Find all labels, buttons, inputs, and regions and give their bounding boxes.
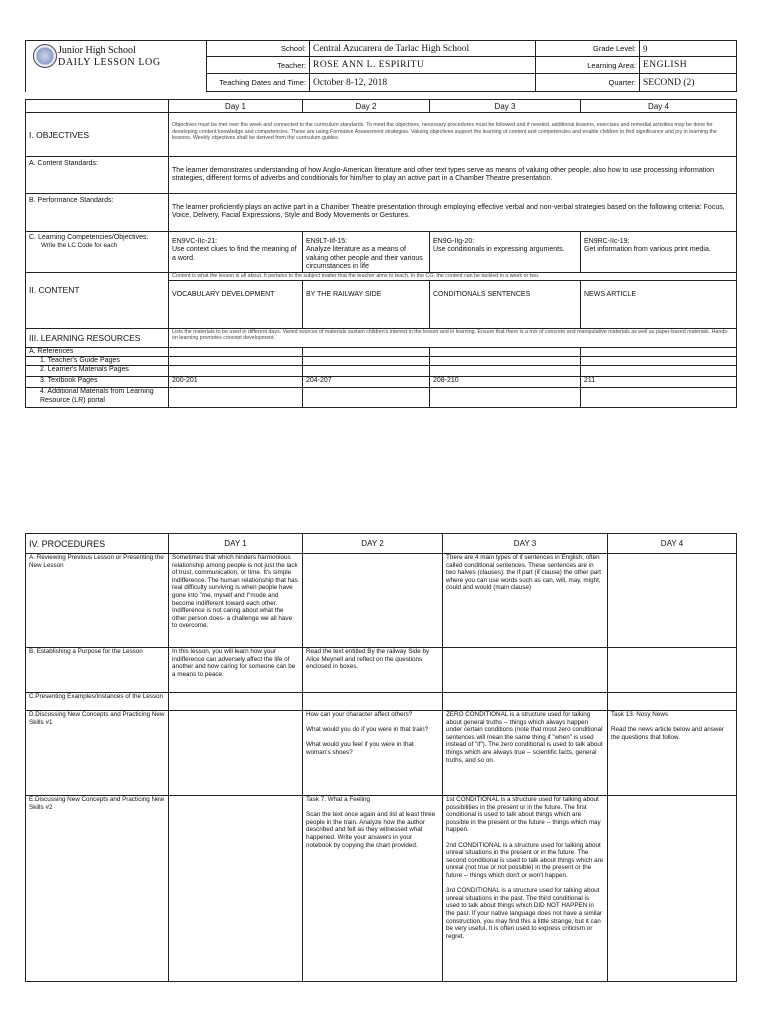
procedures-table (25, 533, 737, 982)
additional-day-2 (303, 388, 430, 408)
ref-cell (430, 347, 581, 356)
competency-day-4: EN9RC-IIc-19: Get information from various print media. (581, 232, 737, 273)
proc-e-day-3: 1st CONDITIONAL is a structure used for talking about possibilities in the present or in the future. The first conditional is used to talk about things which are possible in the present or the future -- things which may happen. 2nd CONDITIONAL is a structure used for talking about unreal situations in the present or in the future. The second conditional is used to talk about things which are unreal (not true or not possible) in the present or the future -- things which don't or won't happen. 3rd CONDITIONAL is a structure used for talking about unreal situations in the past. The third conditional is used to talk about things which DID NOT HAPPEN in the past. If your native language does not have a similar construction, you may find this a little strange, but it can be very useful. It is often used to express criticism or regret. (443, 796, 608, 982)
content-label: II. CONTENT (26, 272, 169, 328)
objectives-table (25, 99, 737, 408)
header-title-cell (26, 41, 207, 92)
competencies-sublabel: Write the LC Code for each (41, 242, 118, 250)
textbook-day-1: 200-201 (169, 377, 303, 388)
lm-day-1 (169, 366, 303, 377)
textbook-day-4: 211 (581, 377, 737, 388)
proc-a-day-1: Sometimes that which hinders harmonious relationship among people is not just the lack of trust, communication, or time. It's simple indifference. The human relationship that has real difficulty surviving is when people have gone into "me, myself and I"mode and become indifferent toward each other. Indifference is not caring about what the other person does- a challenge we all have to overcome. (169, 554, 303, 648)
resources-note: Lists the materials to be used in different days. Varied sources of materials sustain children's interest in the lesson and in learning. Ensure that there is a mix of concrete and manipulative materials as well as paper-based materials. Hands-on learning promotes concept development. (169, 328, 737, 347)
ref-cell (581, 347, 737, 356)
ref-cell (303, 347, 430, 356)
tg-day-4 (581, 357, 737, 366)
content-day-1: VOCABULARY DEVELOPMENT (169, 280, 303, 328)
lm-day-4 (581, 366, 737, 377)
competencies-label: C. Learning Competencies/Objectives: (29, 234, 149, 241)
content-day-4: NEWS ARTICLE (581, 280, 737, 328)
day-header-4: Day 4 (581, 100, 737, 113)
proc-d-day-2: How can your character affect others? What would you do if you were in that train? What would you feel if you were in that woman's shoes? (303, 711, 443, 796)
proc-day-header-1: DAY 1 (169, 534, 303, 554)
competencies-label-cell (26, 232, 169, 273)
proc-b-day-2: Read the text entitled By the railway Side by Alice Meynell and reflect on the questions enclosed in boxes. (303, 648, 443, 693)
content-standards-label: A. Content Standards: (26, 157, 169, 194)
header-table (25, 40, 737, 92)
school-line: Junior High School (58, 45, 136, 56)
corner-cell (26, 100, 169, 113)
proc-b-day-4 (608, 648, 737, 693)
tg-pages-label: 1. Teacher's Guide Pages (26, 357, 169, 366)
grade-label: Grade Level: (536, 41, 640, 57)
content-day-3: CONDITIONALS SENTENCES (430, 280, 581, 328)
proc-day-header-2: DAY 2 (303, 534, 443, 554)
quarter-value: SECOND (2) (640, 74, 737, 92)
proc-e-day-2: Task 7. What a Feeling Scan the text once again and list at least three people in the train. Analyze how the author described and felt as they witnessed what happened. Write your answers in your notebook by copying the chart provided. (303, 796, 443, 982)
textbook-day-2: 204-207 (303, 377, 430, 388)
competency-day-2: EN9LT-IIf-15: Analyze literature as a means of valuing other people and their various circumstances in life (303, 232, 430, 273)
proc-e-label: E.Discussing New Concepts and Practicing New Skills #2 (26, 796, 169, 982)
proc-c-day-2 (303, 693, 443, 711)
proc-d-day-1 (169, 711, 303, 796)
resources-label: III. LEARNING RESOURCES (26, 328, 169, 347)
lm-day-2 (303, 366, 430, 377)
lm-pages-label: 2. Learner's Materials Pages (26, 366, 169, 377)
proc-e-day-1 (169, 796, 303, 982)
tg-day-1 (169, 357, 303, 366)
proc-c-day-3 (443, 693, 608, 711)
proc-c-day-4 (608, 693, 737, 711)
textbook-day-3: 208-210 (430, 377, 581, 388)
additional-day-4 (581, 388, 737, 408)
content-standards-text: The learner demonstrates understanding of how Anglo-American literature and other text types serve as means of valuing other people; also how to use processing information strategies, different forms of adverbs and conditionals for him/her to play an active part in a Chamber Theatre presentation. (169, 157, 737, 194)
quarter-label: Quarter: (536, 74, 640, 92)
additional-day-1 (169, 388, 303, 408)
day-header-1: Day 1 (169, 100, 303, 113)
grade-value: 9 (640, 41, 737, 57)
area-label: Learning Area: (536, 57, 640, 74)
textbook-pages-label: 3. Textbook Pages (26, 377, 169, 388)
additional-materials-label: 4. Additional Materials from Learning Resource (LR) portal (26, 388, 169, 408)
lm-day-3 (430, 366, 581, 377)
proc-d-label: D.Discussing New Concepts and Practicing New Skills #1 (26, 711, 169, 796)
proc-a-day-4 (608, 554, 737, 648)
proc-d-day-4: Task 13. Nosy News Read the news article below and answer the questions that follow. (608, 711, 737, 796)
performance-standards-label: B. Performance Standards: (26, 194, 169, 232)
ref-cell (169, 347, 303, 356)
log-title: DAILY LESSON LOG (58, 57, 161, 68)
area-value: ENGLISH (640, 57, 737, 74)
proc-b-day-3 (443, 648, 608, 693)
proc-d-day-3: ZERO CONDITIONAL is a structure used for talking about general truths -- things which always happen under certain conditions (note that most zero conditional sentences will mean the same thing if "when" is used instead of "if"). The zero conditional is used to talk about things which are always true -- scientific facts, general truths, and so on. (443, 711, 608, 796)
tg-day-2 (303, 357, 430, 366)
day-header-2: Day 2 (303, 100, 430, 113)
objectives-note: Objectives must be met over the week and connected to the curriculum standards. To meet the objectives, necessary procedures must be followed and if needed, additional lessons, exercises and remedial activities may be done for developing content knowledge and competencies. These are using Formative Assessment strategies. Valuing objectives support the learning of content and competencies and enable children to find significance and joy in learning the lessons. Weekly objectives shall be derived from the curriculum guides. (169, 113, 737, 157)
school-label: School: (207, 41, 310, 57)
proc-c-label: C.Presenting Examples/Instances of the Lesson (26, 693, 169, 711)
proc-b-day-1: In this lesson, you will learn how your indifference can adversely affect the life of another and how caring for someone can be a means to peace. (169, 648, 303, 693)
proc-day-header-3: DAY 3 (443, 534, 608, 554)
competency-day-1: EN9VC-IIc-21: Use context clues to find the meaning of a word. (169, 232, 303, 273)
day-header-3: Day 3 (430, 100, 581, 113)
teacher-label: Teacher: (207, 57, 310, 74)
additional-day-3 (430, 388, 581, 408)
proc-e-day-4 (608, 796, 737, 982)
proc-b-label: B. Establishing a Purpose for the Lesson (26, 648, 169, 693)
proc-c-day-1 (169, 693, 303, 711)
tg-day-3 (430, 357, 581, 366)
teacher-value: ROSE ANN L. ESPIRITU (310, 57, 536, 74)
performance-standards-text: The learner proficiently plays an active part in a Chamber Theatre presentation through employing effective verbal and non-verbal strategies based on the following criteria: Focus, Voice, Delivery, Facial Expressions, Style and Body Movements or Gestures. (169, 194, 737, 232)
proc-a-day-2 (303, 554, 443, 648)
procedures-label: IV. PROCEDURES (26, 534, 169, 554)
references-label: A. References (26, 347, 169, 356)
content-day-2: BY THE RAILWAY SIDE (303, 280, 430, 328)
content-note: Content is what the lesson is all about. It pertains to the subject matter that the teacher aims to teach. In the CG, the content can be tackled in a week or two. (169, 272, 737, 280)
proc-a-day-3: There are 4 main types of if sentences in English, often called conditional sentences. These sentences are in two halves (clauses): the if part (if clause) the other part where you can use words such as can, will, may, might, could and would (main clause) (443, 554, 608, 648)
proc-a-label: A. Reviewing Previous Lesson or Presenting the New Lesson (26, 554, 169, 648)
competency-day-3: EN9G-IIg-20: Use conditionals in expressing arguments. (430, 232, 581, 273)
objectives-label: I. OBJECTIVES (26, 113, 169, 157)
proc-day-header-4: DAY 4 (608, 534, 737, 554)
school-value: Central Azucarera de Tarlac High School (310, 41, 536, 57)
dates-value: October 8-12, 2018 (310, 74, 536, 92)
dates-label: Teaching Dates and Time: (207, 74, 310, 92)
